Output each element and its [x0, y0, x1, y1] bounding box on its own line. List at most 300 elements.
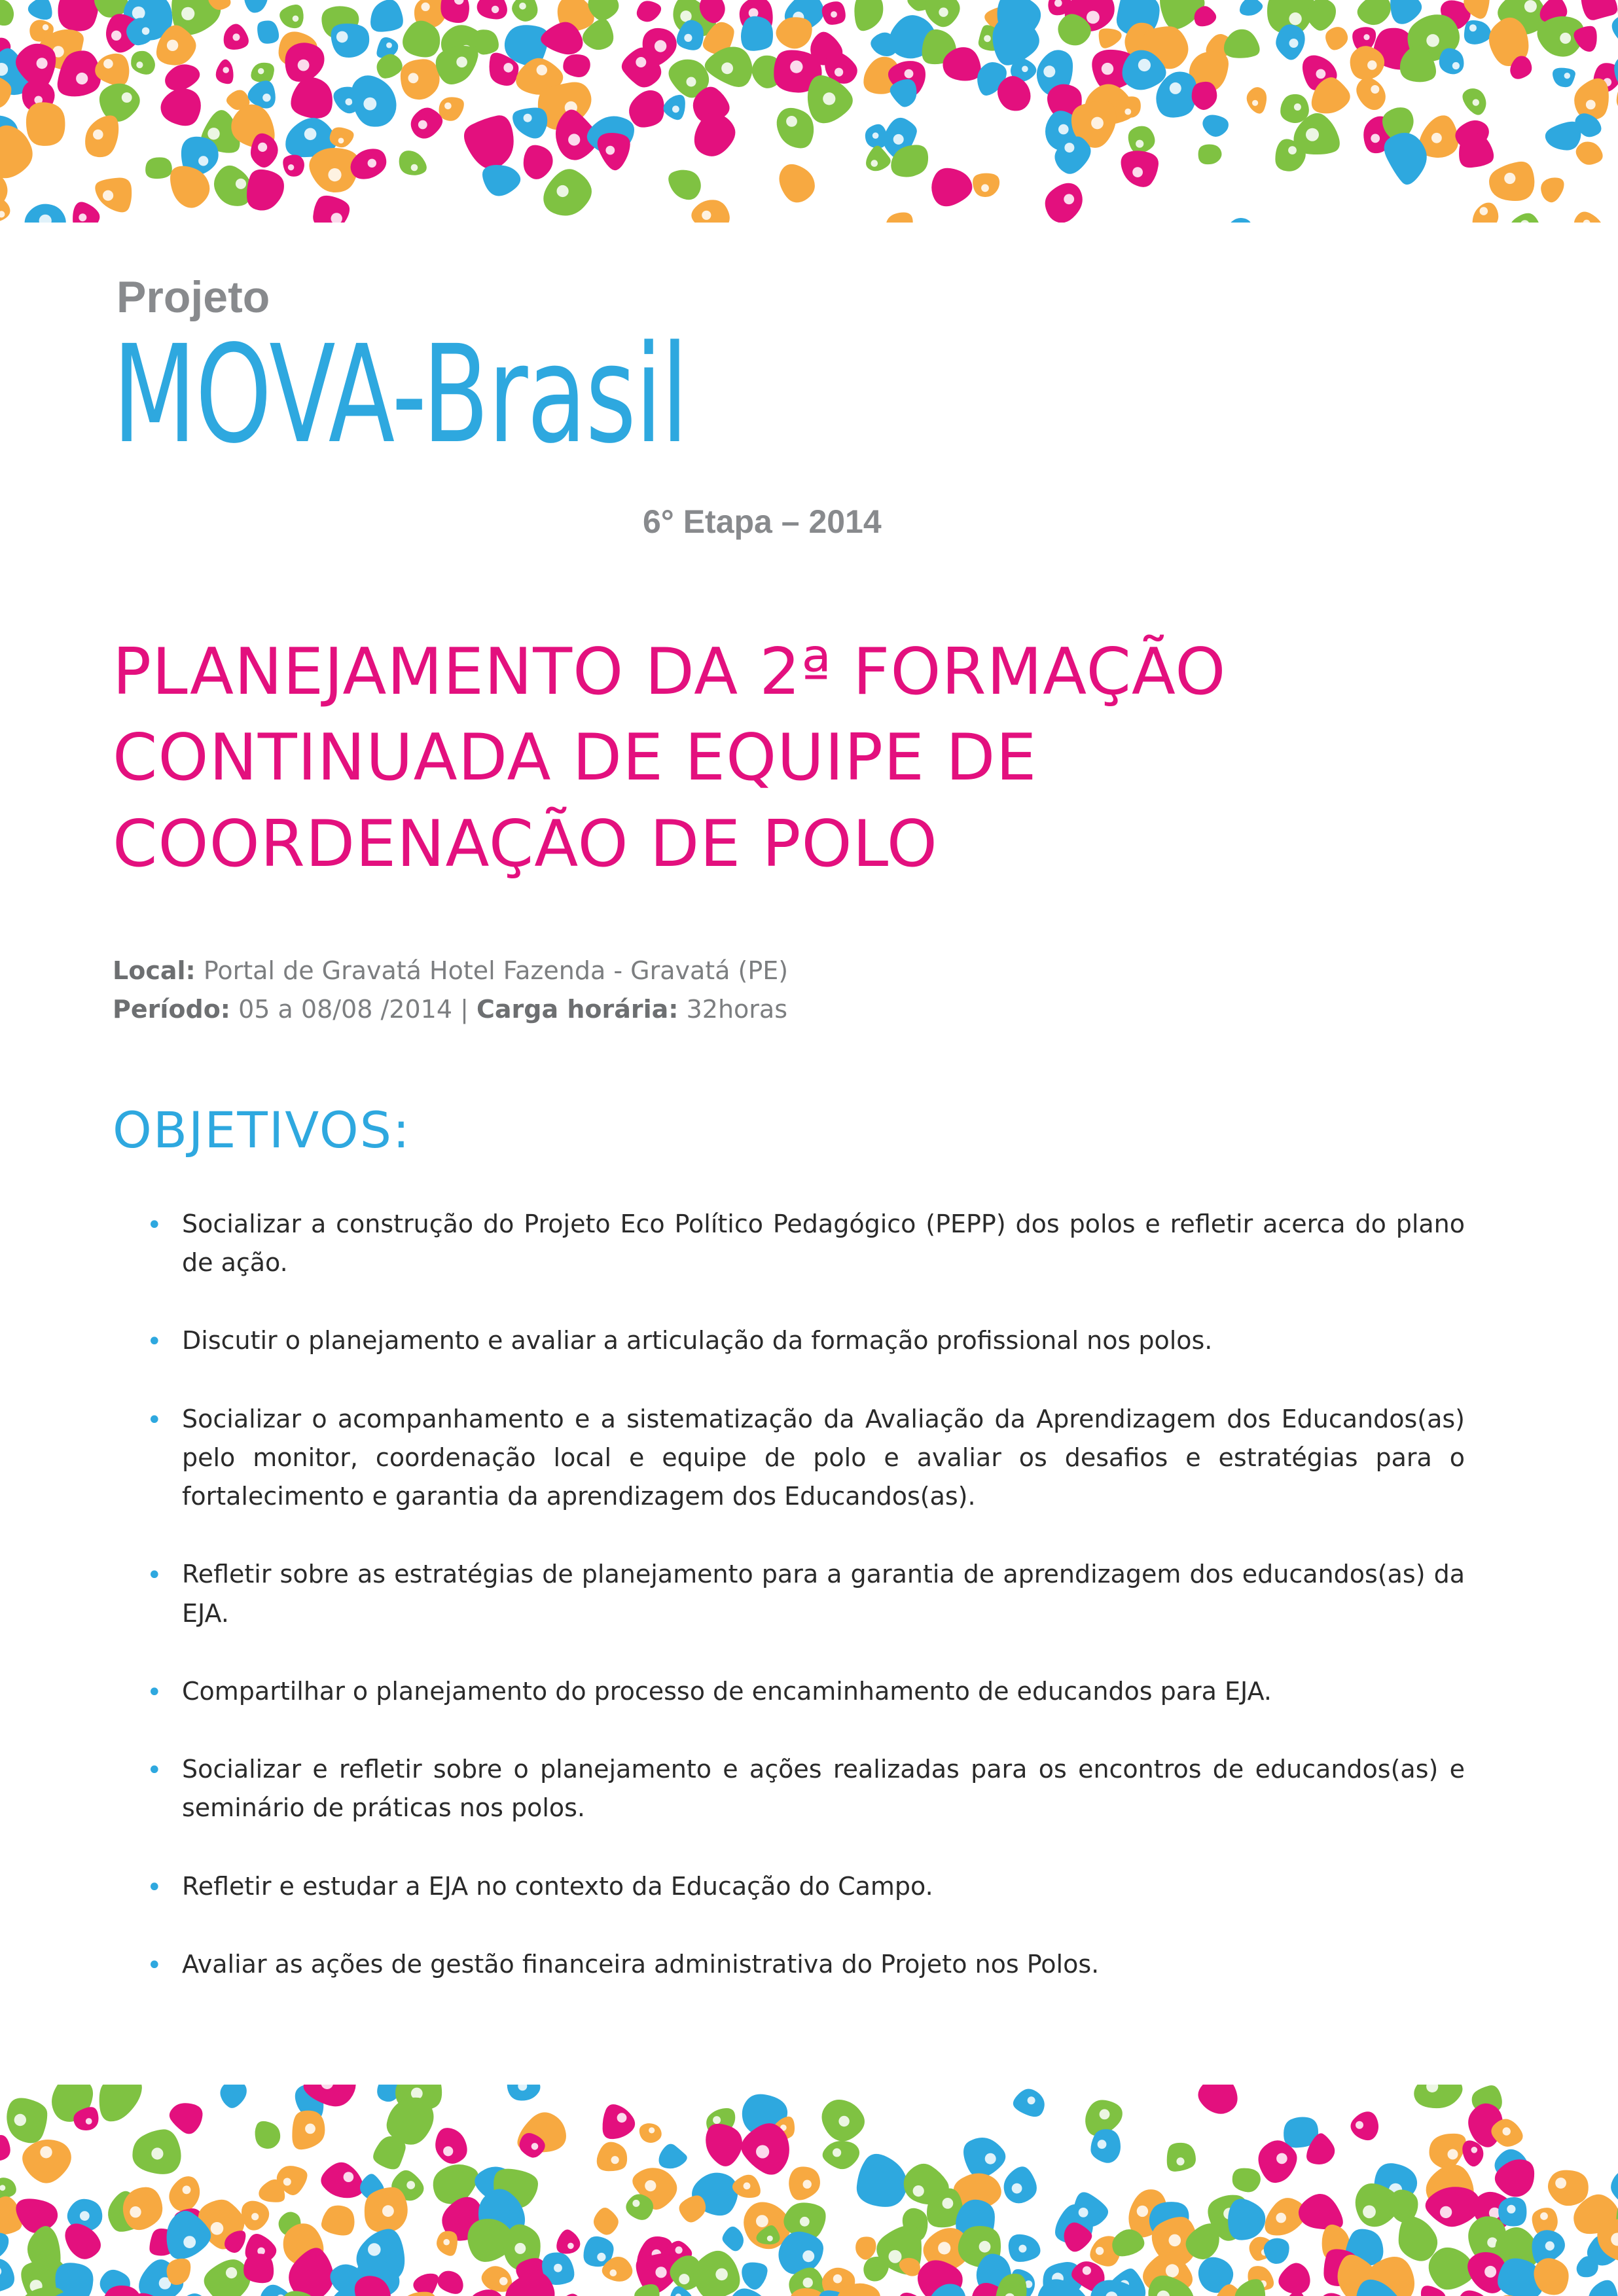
- decorative-shape-detail: [872, 132, 879, 139]
- decorative-shape: [897, 2293, 924, 2296]
- decorative-shape: [1099, 29, 1122, 48]
- decorative-shape-detail: [456, 57, 467, 68]
- decorative-shape: [160, 88, 200, 126]
- decorative-shape: [99, 84, 140, 122]
- periodo-value: 05 a 08/08 /2014: [238, 994, 452, 1024]
- decorative-shape-detail: [1452, 62, 1460, 69]
- decorative-shape-detail: [251, 2213, 259, 2220]
- decorative-shape-detail: [1555, 2178, 1566, 2189]
- decorative-shape: [998, 76, 1031, 111]
- list-item: [113, 1945, 1465, 1984]
- decorative-shape-detail: [554, 2264, 562, 2272]
- decorative-shape: [1228, 2199, 1265, 2240]
- decorative-shape: [854, 0, 883, 31]
- decorative-shape: [963, 2138, 1005, 2178]
- decorative-shape-detail: [1480, 207, 1488, 215]
- decorative-shape-detail: [823, 92, 835, 105]
- bullet-icon: •: [147, 1560, 162, 1591]
- decorative-shape: [1574, 79, 1609, 120]
- decorative-shape-detail: [1091, 117, 1104, 130]
- decorative-shape-detail: [531, 2143, 539, 2150]
- decorative-shape-detail: [1087, 11, 1100, 24]
- decorative-shape-detail: [1440, 2206, 1452, 2218]
- decorative-shape-detail: [610, 2269, 617, 2276]
- decorative-shape-detail: [368, 2243, 381, 2256]
- decorative-shape-detail: [103, 190, 113, 201]
- decorative-shape: [1545, 122, 1581, 151]
- decorative-shape-detail: [37, 58, 48, 69]
- bullet-icon: •: [147, 1872, 162, 1903]
- decorative-shape: [65, 2223, 101, 2259]
- decorative-shape: [1073, 2192, 1108, 2227]
- decorative-shape-detail: [1560, 33, 1571, 44]
- decorative-shape-detail: [293, 16, 299, 22]
- decorative-shape-detail: [786, 116, 797, 127]
- decorative-shape-detail: [236, 179, 246, 189]
- decorative-shape-detail: [800, 2217, 810, 2227]
- decorative-shape-detail: [567, 2243, 574, 2250]
- decorative-shape-detail: [1176, 2157, 1184, 2165]
- decorative-shape: [560, 2294, 583, 2296]
- decorative-shape-detail: [1363, 34, 1369, 40]
- decorative-shape-detail: [198, 156, 208, 166]
- decorative-shape-detail: [1426, 34, 1439, 47]
- decorative-shape-detail: [1469, 24, 1477, 31]
- objective-text: Socializar e refletir sobre o planejamento e ações realizadas para os encontros de educandos(as) e seminário de práticas nos polos.: [182, 1755, 1465, 1823]
- decorative-shape-detail: [1371, 134, 1380, 143]
- objectives-list: [113, 1205, 1465, 1984]
- decorative-shape-detail: [298, 60, 310, 71]
- decorative-shape-detail: [503, 63, 513, 73]
- objective-text: Discutir o planejamento e avaliar a articulação da formação profissional nos polos.: [182, 1326, 1213, 1355]
- decorative-shape-detail: [913, 2185, 924, 2197]
- bullet-icon: •: [147, 1950, 162, 1981]
- decorative-shape-detail: [893, 134, 904, 145]
- decorative-shape-detail: [568, 134, 580, 145]
- decorative-shape: [220, 2085, 246, 2108]
- brand-kicker: Projeto: [117, 272, 270, 322]
- decorative-shape: [1315, 2293, 1349, 2296]
- decorative-shape-detail: [14, 2114, 26, 2126]
- decorative-shape: [243, 2253, 274, 2283]
- objectives-heading: OBJETIVOS:: [113, 1100, 411, 1159]
- decorative-shape-detail: [363, 98, 376, 111]
- decorative-shape-detail: [411, 2088, 423, 2100]
- decorative-shape: [482, 165, 520, 196]
- decorative-shape-detail: [790, 60, 802, 73]
- decorative-shape-detail: [715, 2269, 728, 2281]
- decorative-shape-detail: [1276, 2153, 1287, 2164]
- decorative-shape-detail: [702, 211, 711, 220]
- decorative-shape-detail: [684, 34, 692, 42]
- decorative-shape: [857, 2154, 907, 2207]
- list-item: [113, 1321, 1465, 1360]
- decorative-shape-detail: [802, 2250, 814, 2262]
- decorative-shape: [706, 2124, 742, 2166]
- decorative-shape: [1414, 2085, 1462, 2108]
- decorative-shape-detail: [833, 2148, 841, 2157]
- decorative-shape: [131, 51, 155, 75]
- decorative-shape: [1128, 126, 1155, 154]
- decorative-shape-detail: [1166, 2264, 1179, 2277]
- decorative-shape: [1439, 48, 1464, 75]
- decorative-shape-detail: [675, 2246, 683, 2253]
- decorative-shape: [679, 2195, 706, 2222]
- decorative-shape-detail: [1363, 2205, 1376, 2218]
- decorative-shape-detail: [86, 2118, 92, 2125]
- decorative-shape-detail: [226, 2267, 237, 2278]
- decorative-shape-detail: [871, 160, 878, 167]
- decorative-shape-detail: [655, 2267, 666, 2278]
- list-item: [113, 1672, 1465, 1711]
- decorative-shape-detail: [328, 168, 341, 181]
- decorative-shape-detail: [223, 67, 229, 73]
- decorative-shape: [0, 0, 14, 26]
- decorative-shape: [1553, 68, 1575, 88]
- decorative-shape: [321, 2162, 363, 2198]
- brand-logo-title: MOVA-Brasil: [113, 316, 687, 473]
- decorative-shape: [597, 2142, 627, 2172]
- decorative-shape-detail: [756, 2145, 769, 2158]
- decorative-shape-detail: [142, 27, 150, 35]
- decorative-shape: [1198, 144, 1222, 164]
- decorative-shape: [214, 166, 252, 206]
- decorative-shape: [257, 20, 279, 43]
- decorative-shape-detail: [1356, 2121, 1363, 2129]
- location-line: [113, 952, 1448, 990]
- decorative-shape-detail: [408, 73, 419, 83]
- decorative-shape-detail: [803, 2278, 813, 2287]
- decorative-shape-detail: [1367, 60, 1376, 69]
- decorative-shape-detail: [557, 185, 569, 197]
- decorative-shape-detail: [803, 2180, 812, 2189]
- decorative-shape-detail: [943, 2198, 954, 2209]
- decorative-shape-detail: [889, 2250, 902, 2263]
- bullet-icon: •: [147, 1405, 162, 1435]
- separator: |: [460, 994, 469, 1024]
- decorative-shape-detail: [1138, 59, 1151, 71]
- decorative-shape-detail: [1507, 2205, 1515, 2214]
- decorative-shape-detail: [411, 164, 418, 171]
- decorative-shape: [1202, 115, 1229, 136]
- decorative-shape: [247, 170, 284, 211]
- decorative-shape: [1045, 183, 1083, 223]
- decorative-shape-detail: [679, 2274, 689, 2284]
- decorative-shape-detail: [443, 2239, 450, 2246]
- decorative-shape: [886, 212, 913, 223]
- decorative-shape-detail: [151, 2147, 163, 2159]
- decorative-shape-detail: [130, 2206, 141, 2217]
- document-title: PLANEJAMENTO DA 2ª FORMAÇÃO CONTINUADA DE EQUIPE DE COORDENAÇÃO DE POLO: [113, 635, 1227, 882]
- decorative-shape-detail: [985, 2153, 996, 2164]
- decorative-shape: [255, 2121, 281, 2149]
- bullet-icon: •: [147, 1677, 162, 1708]
- list-item: [113, 1555, 1465, 1633]
- decorative-shape-detail: [1306, 128, 1319, 141]
- decorative-shape: [1325, 27, 1348, 50]
- decorative-shape-detail: [833, 2274, 842, 2284]
- decorative-shape: [723, 2227, 744, 2251]
- decorative-pattern-bottom: [0, 2085, 1618, 2296]
- decorative-shape-detail: [262, 94, 270, 101]
- decorative-shape-detail: [386, 43, 392, 48]
- decorative-shape-detail: [979, 2241, 991, 2253]
- decorative-shape: [167, 2259, 191, 2285]
- decorative-shape-detail: [233, 33, 240, 41]
- decorative-shape: [1429, 2248, 1475, 2289]
- decorative-shape-detail: [636, 57, 646, 67]
- decorative-shape: [691, 200, 730, 223]
- decorative-shape: [823, 2141, 859, 2169]
- decorative-shape-detail: [831, 11, 837, 18]
- decorative-shape-detail: [1294, 103, 1301, 111]
- decorative-shape: [659, 2144, 687, 2169]
- decorative-shape: [178, 2293, 214, 2296]
- decorative-shape-detail: [1012, 2183, 1022, 2194]
- decorative-shape-detail: [1098, 2140, 1107, 2149]
- decorative-shape: [475, 29, 499, 54]
- decorative-shape: [1228, 218, 1251, 223]
- decorative-shape-detail: [1504, 173, 1515, 184]
- decorative-shape: [1577, 2256, 1598, 2277]
- decorative-shape: [370, 0, 403, 32]
- decorative-shape: [1399, 2216, 1437, 2261]
- decorative-shape-detail: [1100, 2109, 1110, 2120]
- bullet-icon: •: [147, 1755, 162, 1786]
- decorative-shape: [742, 2263, 767, 2290]
- decorative-shape-detail: [132, 7, 145, 20]
- decorative-shape-detail: [1022, 66, 1028, 73]
- decorative-shape: [776, 17, 812, 48]
- decorative-shape: [1581, 0, 1617, 20]
- decorative-shape-detail: [93, 130, 103, 140]
- decorative-shape: [1234, 2279, 1265, 2296]
- decorative-shape: [779, 164, 814, 202]
- decorative-shape: [1192, 82, 1217, 110]
- objective-text: Refletir sobre as estratégias de planejamento para a garantia de aprendizagem dos educandos(as) da EJA.: [182, 1560, 1465, 1628]
- decorative-shape-detail: [1288, 146, 1297, 154]
- list-item: [113, 1750, 1465, 1828]
- decorative-shape: [512, 107, 547, 138]
- decorative-shape-detail: [597, 2253, 605, 2261]
- decorative-shape-detail: [80, 2211, 90, 2221]
- decorative-shape-detail: [499, 2277, 508, 2286]
- decorative-shape: [204, 2259, 251, 2296]
- decorative-shape: [931, 168, 972, 207]
- decorative-shape-detail: [167, 40, 178, 51]
- list-item: [113, 1400, 1465, 1516]
- decorative-shape: [26, 102, 65, 146]
- decorative-shape-detail: [1540, 2212, 1548, 2220]
- decorative-shape: [741, 16, 773, 51]
- decorative-shape-detail: [1586, 100, 1596, 110]
- decorative-shape: [563, 54, 590, 77]
- decorative-shape-detail: [305, 2124, 315, 2134]
- decorative-shape-detail: [181, 7, 194, 20]
- decorative-shape-detail: [1289, 39, 1299, 48]
- decorative-shape: [1588, 2280, 1618, 2296]
- decorative-shape-detail: [1545, 2241, 1555, 2250]
- decorative-shape: [437, 2271, 463, 2294]
- decorative-shape-detail: [981, 184, 989, 192]
- decorative-shape-detail: [1096, 2247, 1104, 2255]
- decorative-shape-detail: [1064, 194, 1074, 204]
- decorative-shape: [73, 202, 99, 223]
- decorative-shape: [1459, 132, 1494, 168]
- decorative-shape-detail: [336, 31, 348, 43]
- decorative-shape: [0, 2135, 10, 2161]
- bullet-icon: •: [147, 1210, 162, 1240]
- decorative-shape-detail: [1079, 2208, 1088, 2217]
- decorative-shape: [0, 2259, 14, 2293]
- edition-label: 6° Etapa – 2014: [643, 503, 882, 540]
- decorative-shape: [58, 0, 99, 31]
- decorative-shape-detail: [1473, 99, 1479, 105]
- decorative-shape-detail: [1058, 124, 1069, 135]
- decorative-shape-detail: [111, 31, 121, 41]
- decorative-shape: [524, 145, 553, 179]
- decorative-shape: [1232, 2168, 1261, 2193]
- decorative-shape-detail: [1252, 100, 1258, 106]
- page-content: [113, 272, 1465, 2023]
- decorative-shape-detail: [211, 2222, 224, 2235]
- decorative-shape-detail: [79, 213, 86, 221]
- decorative-shape-detail: [756, 2215, 768, 2227]
- decorative-shape-detail: [939, 8, 948, 17]
- periodo-label: Período:: [113, 994, 230, 1024]
- decorative-shape-detail: [288, 164, 294, 170]
- decorative-shape: [1390, 0, 1422, 24]
- decorative-shape: [439, 97, 464, 120]
- decorative-shape: [1307, 0, 1336, 31]
- decorative-shape: [1612, 14, 1618, 50]
- decorative-shape-detail: [183, 2185, 191, 2194]
- decorative-shape: [28, 0, 52, 20]
- objective-text: Socializar a construção do Projeto Eco Político Pedagógico (PEPP) dos polos e refletir acerca do plano de ação.: [182, 1209, 1465, 1277]
- decorative-shape-detail: [672, 105, 679, 113]
- objective-text: Compartilhar o planejamento do processo de encaminhamento de educandos para EJA.: [182, 1676, 1272, 1706]
- decorative-shape: [634, 2284, 659, 2296]
- decorative-shape-detail: [406, 2181, 415, 2189]
- decorative-shape: [1429, 2134, 1465, 2169]
- decorative-shape: [637, 1, 661, 22]
- decorative-shape-detail: [984, 35, 991, 43]
- decorative-shape-detail: [1289, 12, 1301, 25]
- decorative-shape-detail: [382, 2205, 394, 2217]
- decorative-shape: [1299, 2194, 1343, 2229]
- decorative-shape: [1198, 2085, 1237, 2114]
- decorative-shape-detail: [514, 2243, 526, 2254]
- decorative-shape: [440, 0, 469, 23]
- decorative-shape: [95, 178, 132, 213]
- decorative-shape: [283, 155, 304, 177]
- decorative-shape-detail: [1316, 69, 1326, 79]
- colorful-shapes-pattern: [0, 2085, 1618, 2296]
- decorative-shape-detail: [258, 68, 264, 74]
- decorative-shape-detail: [605, 146, 615, 155]
- decorative-shape: [1541, 177, 1564, 202]
- decorative-shape-detail: [1124, 109, 1131, 115]
- decorative-shape-detail: [645, 2180, 656, 2191]
- decorative-shape-detail: [519, 3, 526, 10]
- decorative-shape-detail: [1524, 0, 1537, 12]
- local-label: Local:: [113, 956, 196, 985]
- decorative-shape-detail: [1484, 2266, 1496, 2278]
- decorative-shape: [668, 170, 701, 200]
- decorative-shape: [629, 90, 664, 128]
- decorative-shape-detail: [368, 159, 376, 168]
- decorative-shape: [99, 2085, 142, 2121]
- decorative-shape-detail: [76, 73, 88, 84]
- decorative-shape: [1464, 20, 1491, 45]
- decorative-shape-detail: [655, 40, 666, 52]
- decorative-shape: [0, 198, 10, 222]
- decorative-shape-detail: [1431, 133, 1442, 143]
- decorative-shape: [1548, 2170, 1589, 2206]
- decorative-shape-detail: [1448, 2149, 1458, 2160]
- objective-text: Avaliar as ações de gestão financeira administrativa do Projeto nos Polos.: [182, 1949, 1100, 1979]
- colorful-shapes-pattern: [0, 0, 1618, 223]
- decorative-shape-detail: [1371, 85, 1379, 94]
- decorative-shape: [331, 24, 370, 58]
- decorative-shape: [777, 108, 814, 149]
- list-item: [113, 1867, 1465, 1906]
- decorative-shape: [0, 2233, 9, 2260]
- decorative-shape: [482, 2266, 512, 2292]
- decorative-shape-detail: [524, 114, 532, 122]
- decorative-shape-detail: [1028, 2096, 1035, 2104]
- decorative-shape-detail: [1564, 73, 1570, 79]
- decorative-shape: [1240, 0, 1263, 16]
- decorative-shape-detail: [1132, 167, 1143, 177]
- decorative-shape-detail: [443, 2146, 453, 2156]
- decorative-shape-detail: [1064, 143, 1074, 152]
- objective-text: Socializar o acompanhamento e a sistematização da Avaliação da Aprendizagem dos Educandos(as) pelo monitor, coordenação local e equipe de polo e avaliar os desafios e estratégias para o fortalecimento e garantia da aprendizagem dos Educandos(as).: [182, 1404, 1465, 1511]
- decorative-shape: [1350, 2111, 1378, 2140]
- decorative-shape: [603, 2104, 636, 2139]
- local-value: Portal de Gravatá Hotel Fazenda - Gravatá (PE): [203, 956, 789, 985]
- decorative-shape: [556, 2229, 580, 2253]
- decorative-shape-detail: [304, 128, 317, 141]
- decorative-shape-detail: [444, 103, 452, 110]
- decorative-shape: [863, 2257, 889, 2282]
- decorative-shape-detail: [767, 2236, 773, 2242]
- decorative-shape-detail: [838, 2116, 849, 2126]
- decorative-shape-detail: [938, 2242, 950, 2254]
- decorative-shape-detail: [721, 62, 733, 74]
- decorative-shape-detail: [422, 3, 430, 11]
- decorative-shape-detail: [537, 65, 547, 75]
- decorative-shape-detail: [492, 6, 499, 13]
- decorative-shape-detail: [338, 138, 344, 144]
- decorative-shape-detail: [744, 2182, 751, 2189]
- decorative-shape: [165, 64, 200, 90]
- decorative-pattern-top: [0, 0, 1618, 223]
- decorative-shape-detail: [617, 2113, 627, 2123]
- objective-text: Refletir e estudar a EJA no contexto da Educação do Campo.: [182, 1871, 933, 1901]
- decorative-shape-detail: [1136, 140, 1143, 148]
- decorative-shape: [1357, 0, 1391, 25]
- list-item: [113, 1205, 1465, 1283]
- period-line: [113, 990, 1448, 1029]
- decorative-shape: [1167, 2143, 1196, 2172]
- decorative-shape: [1264, 2238, 1289, 2264]
- carga-label: Carga horária:: [476, 994, 679, 1024]
- decorative-shape-detail: [344, 2172, 354, 2182]
- decorative-shape: [1458, 2290, 1486, 2296]
- decorative-shape: [291, 77, 333, 118]
- decorative-shape-detail: [1471, 2147, 1478, 2153]
